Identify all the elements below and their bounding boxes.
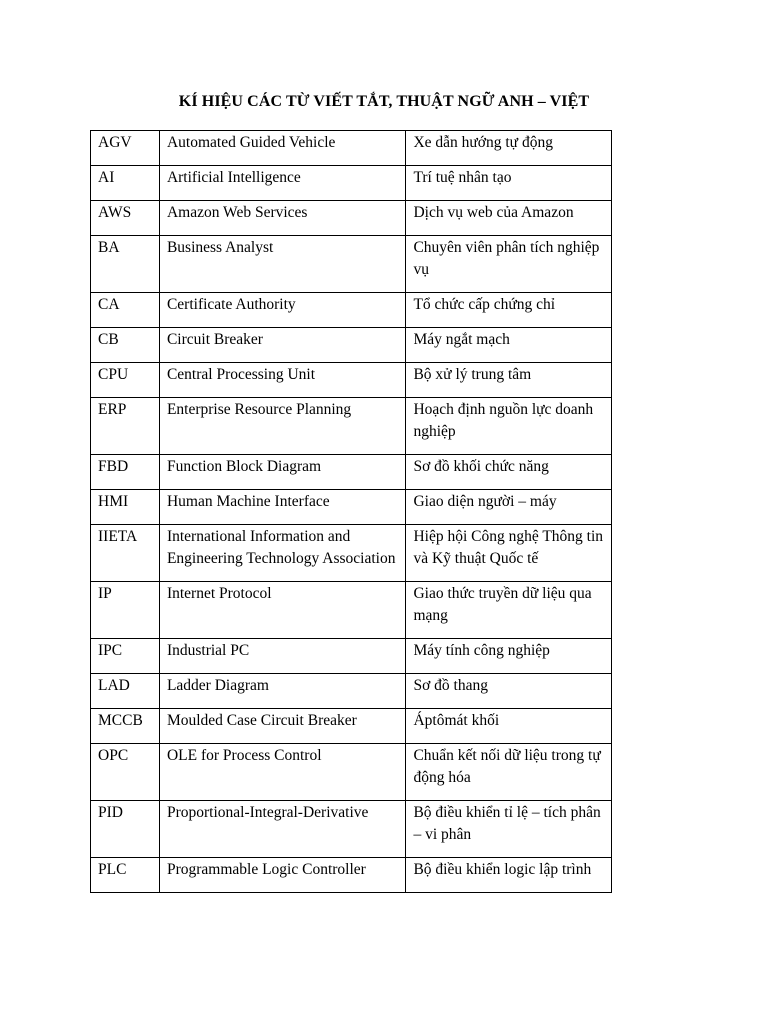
abbreviation-cell: CPU [91, 363, 160, 398]
english-term-cell: Amazon Web Services [159, 201, 406, 236]
abbreviation-cell: LAD [91, 674, 160, 709]
vietnamese-term-cell: Hiệp hội Công nghệ Thông tin và Kỹ thuật Quốc tế [406, 525, 612, 582]
vietnamese-term-cell: Chuyên viên phân tích nghiệp vụ [406, 236, 612, 293]
vietnamese-term-cell: Dịch vụ web của Amazon [406, 201, 612, 236]
vietnamese-term-cell: Xe dẫn hướng tự động [406, 131, 612, 166]
english-term-cell: Enterprise Resource Planning [159, 398, 406, 455]
table-row [91, 293, 612, 328]
table-row [91, 455, 612, 490]
vietnamese-term-cell: Chuẩn kết nối dữ liệu trong tự động hóa [406, 744, 612, 801]
english-term-cell: Function Block Diagram [159, 455, 406, 490]
vietnamese-term-cell: Giao diện người – máy [406, 490, 612, 525]
vietnamese-term-cell: Hoạch định nguồn lực doanh nghiệp [406, 398, 612, 455]
abbreviation-cell: MCCB [91, 709, 160, 744]
table-row [91, 201, 612, 236]
vietnamese-term-cell: Giao thức truyền dữ liệu qua mạng [406, 582, 612, 639]
table-row [91, 166, 612, 201]
vietnamese-term-cell: Áptômát khối [406, 709, 612, 744]
abbreviation-cell: IP [91, 582, 160, 639]
english-term-cell: Automated Guided Vehicle [159, 131, 406, 166]
english-term-cell: Central Processing Unit [159, 363, 406, 398]
english-term-cell: OLE for Process Control [159, 744, 406, 801]
vietnamese-term-cell: Trí tuệ nhân tạo [406, 166, 612, 201]
abbreviation-cell: CB [91, 328, 160, 363]
english-term-cell: Ladder Diagram [159, 674, 406, 709]
english-term-cell: International Information and Engineering Technology Association [159, 525, 406, 582]
table-row [91, 639, 612, 674]
table-row [91, 674, 612, 709]
abbreviation-cell: AGV [91, 131, 160, 166]
table-row [91, 744, 612, 801]
abbreviation-cell: OPC [91, 744, 160, 801]
abbreviation-cell: AI [91, 166, 160, 201]
abbreviation-cell: AWS [91, 201, 160, 236]
abbreviation-cell: IPC [91, 639, 160, 674]
vietnamese-term-cell: Sơ đồ thang [406, 674, 612, 709]
abbreviation-cell: CA [91, 293, 160, 328]
english-term-cell: Human Machine Interface [159, 490, 406, 525]
vietnamese-term-cell: Máy ngắt mạch [406, 328, 612, 363]
english-term-cell: Programmable Logic Controller [159, 858, 406, 893]
abbreviation-table [90, 130, 612, 893]
abbreviation-cell: FBD [91, 455, 160, 490]
table-row [91, 363, 612, 398]
english-term-cell: Proportional-Integral-Derivative [159, 801, 406, 858]
abbreviation-cell: PLC [91, 858, 160, 893]
table-row [91, 709, 612, 744]
vietnamese-term-cell: Tổ chức cấp chứng chỉ [406, 293, 612, 328]
table-row [91, 131, 612, 166]
abbreviation-cell: HMI [91, 490, 160, 525]
english-term-cell: Business Analyst [159, 236, 406, 293]
english-term-cell: Industrial PC [159, 639, 406, 674]
vietnamese-term-cell: Sơ đồ khối chức năng [406, 455, 612, 490]
abbreviation-cell: PID [91, 801, 160, 858]
english-term-cell: Moulded Case Circuit Breaker [159, 709, 406, 744]
table-row [91, 582, 612, 639]
english-term-cell: Internet Protocol [159, 582, 406, 639]
table-body [91, 131, 612, 893]
table-row [91, 858, 612, 893]
table-row [91, 398, 612, 455]
english-term-cell: Certificate Authority [159, 293, 406, 328]
english-term-cell: Circuit Breaker [159, 328, 406, 363]
vietnamese-term-cell: Bộ điều khiển logic lập trình [406, 858, 612, 893]
table-row [91, 328, 612, 363]
vietnamese-term-cell: Bộ xử lý trung tâm [406, 363, 612, 398]
page-title: KÍ HIỆU CÁC TỪ VIẾT TẮT, THUẬT NGỮ ANH – VIỆT [178, 93, 590, 110]
table-row [91, 801, 612, 858]
vietnamese-term-cell: Bộ điều khiển tỉ lệ – tích phân – vi phân [406, 801, 612, 858]
table-row [91, 490, 612, 525]
table-row [91, 525, 612, 582]
abbreviation-cell: BA [91, 236, 160, 293]
english-term-cell: Artificial Intelligence [159, 166, 406, 201]
abbreviation-cell: ERP [91, 398, 160, 455]
abbreviation-cell: IIETA [91, 525, 160, 582]
table-row [91, 236, 612, 293]
vietnamese-term-cell: Máy tính công nghiệp [406, 639, 612, 674]
